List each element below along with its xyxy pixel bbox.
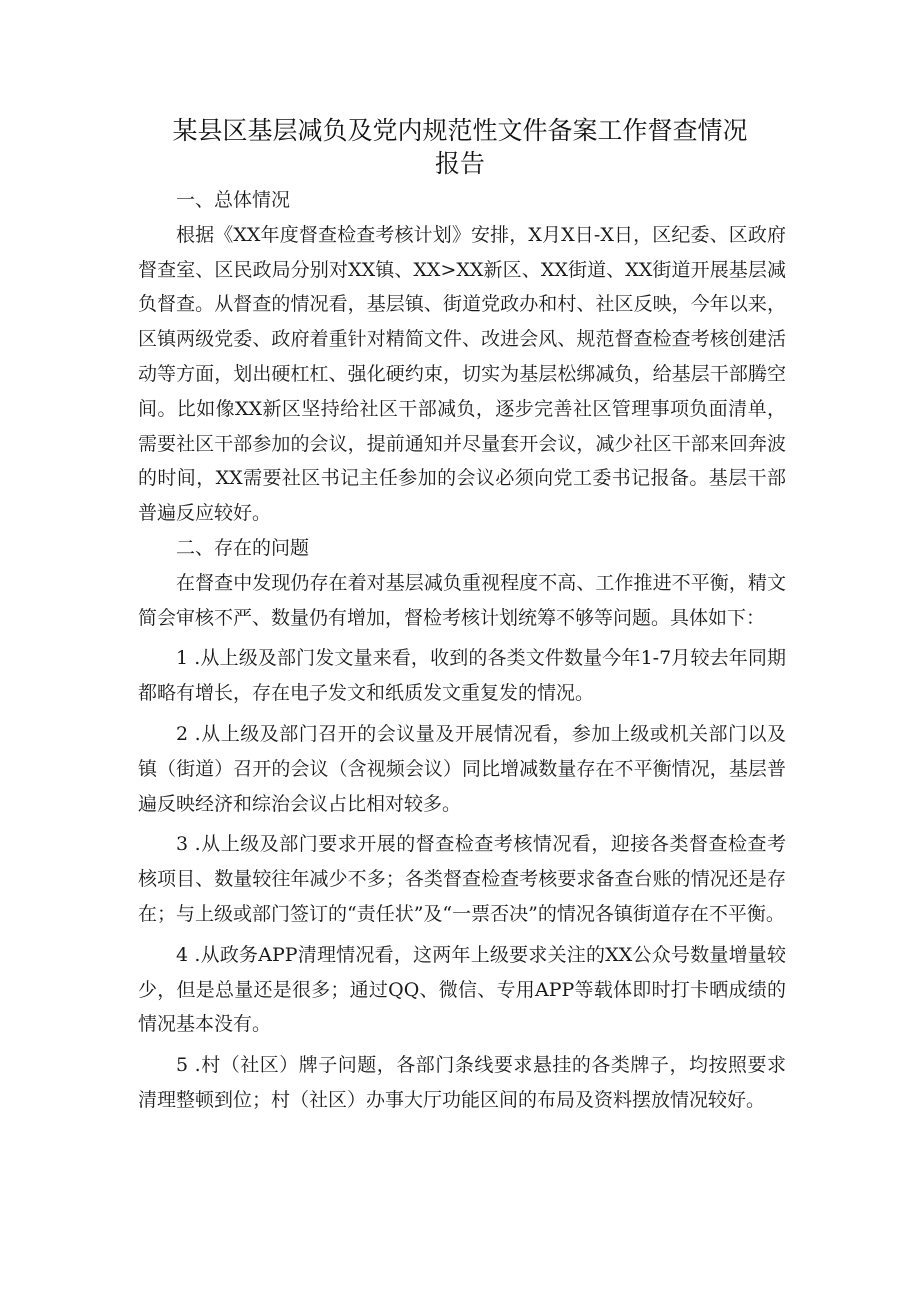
section-1-heading: 一、总体情况 [176,189,291,211]
list-item-3: 3 .从上级及部门要求开展的督查检查考核情况看，迎接各类督查检查考核项目、数量较往年减少不多；各类督查检查考核要求备查台账的情况还是存在；与上级或部门签订的“责任状”及“一票否决”的情况各镇街道存在不平衡。 [138,833,786,925]
list-item-2: 2 .从上级及部门召开的会议量及开展情况看，参加上级或机关部门以及镇（街道）召开的会议（含视频会议）同比增减数量存在不平衡情况，基层普遍反映经济和综治会议占比相对较多。 [138,722,786,815]
document-title-line-1: 某县区基层减负及党内规范性文件备案工作督查情况 [172,116,748,145]
list-item-4: 4 .从政务APP清理情况看，这两年上级要求关注的XX公众号数量增量较少，但是总量还是很多；通过QQ、微信、专用APP等载体即时打卡晒成绩的情况基本没有。 [138,943,786,1036]
document-title-line-2: 报告 [434,149,485,178]
section-2-heading: 二、存在的问题 [176,536,310,559]
section-2-paragraph: 在督查中发现仍存在着对基层减负重视程度不高、工作推进不平衡，精文简会审核不严、数量仍有增加，督检考核计划统筹不够等问题。具体如下： [138,571,786,629]
list-item-5: 5 .村（社区）牌子问题，各部门条线要求悬挂的各类牌子，均按照要求清理整顿到位；村（社区）办事大厅功能区间的布局及资料摆放情况较好。 [138,1054,786,1111]
list-item-1: 1 .从上级及部门发文量来看，收到的各类文件数量今年1-7月较去年同期都略有增长，存在电子发文和纸质发文重复发的情况。 [138,647,786,705]
document-body [138,183,786,1118]
section-1-paragraph: 根据《XX年度督查检查考核计划》安排，X月X日-X日，区纪委、区政府督查室、区民政局分别对XX镇、XX>XX新区、XX街道、XX街道开展基层减负督查。从督查的情况看，基层镇、街道党政办和村、社区反映，今年以来，区镇两级党委、政府着重针对精简文件、改进会风、规范督查检查考核创建活动等方面，划出硬杠杠、强化硬约束，切实为基层松绑减负，给基层干部腾空间。比如像XX新区坚持给社区干部减负，逐步完善社区管理事项负面清单，需要社区干部参加的会议，提前通知并尽量套开会议，减少社区干部来回奔波的时间，XX需要社区书记主任参加的会议必须向党工委书记报备。基层干部普遍反应较好。 [138,223,786,525]
